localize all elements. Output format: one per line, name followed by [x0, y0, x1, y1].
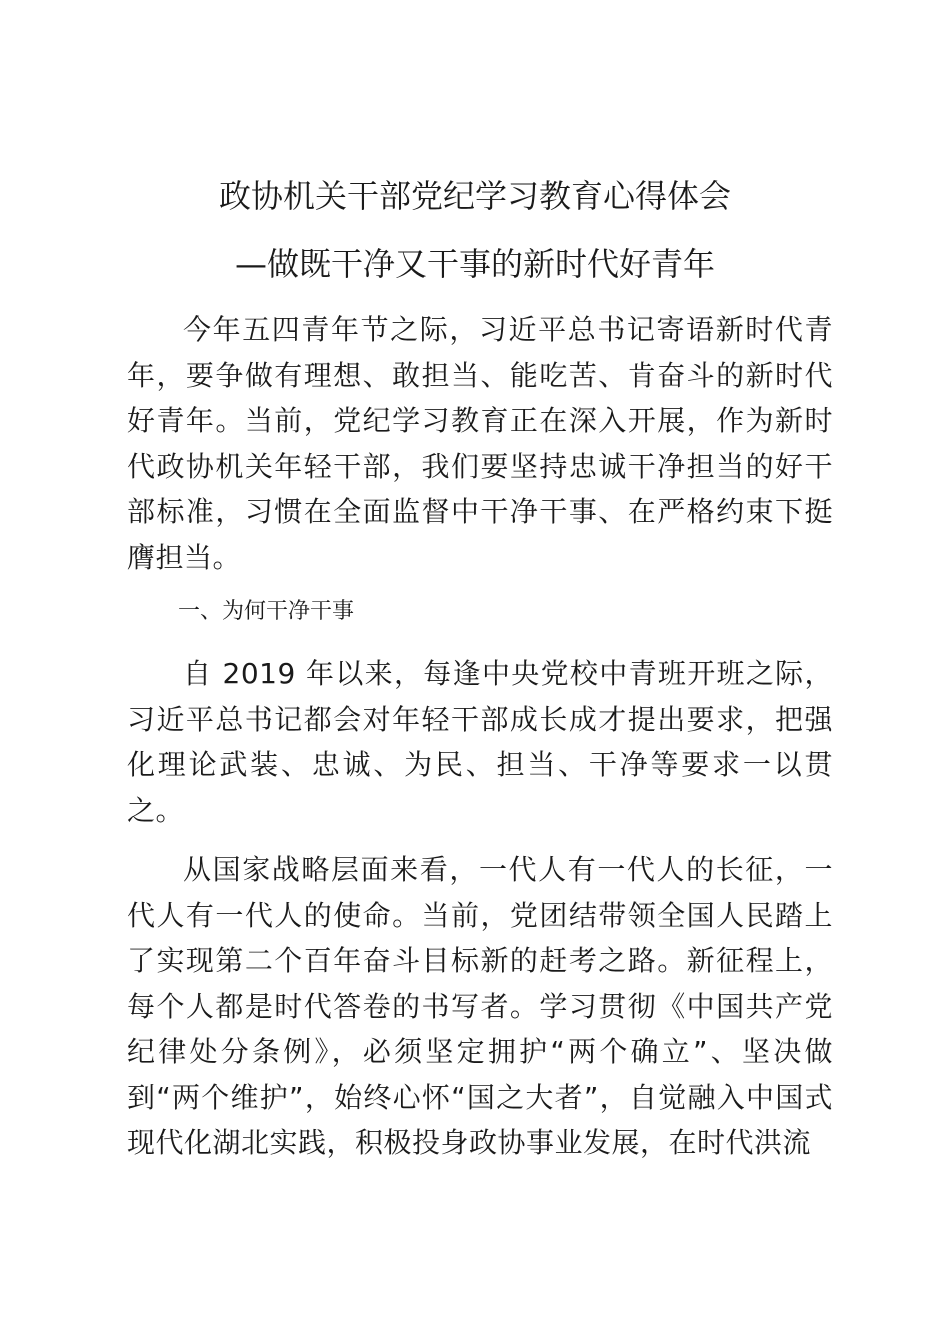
document-subtitle: —做既干净又干事的新时代好青年: [234, 245, 715, 283]
paragraph-intro: 今年五四青年节之际，习近平总书记寄语新时代青年，要争做有理想、敢担当、能吃苦、肯奋斗的新时代好青年。当前，党纪学习教育正在深入开展，作为新时代政协机关年轻干部，我们要坚持忠诚干净担当的好干部标准，习惯在全面监督中干净干事、在严格约束下挺膺担当。: [127, 313, 833, 574]
paragraph-national-strategy: 从国家战略层面来看，一代人有一代人的长征，一代人有一代人的使命。当前，党团结带领全国人民踏上了实现第二个百年奋斗目标新的赶考之路。新征程上，每个人都是时代答卷的书写者。学习贯彻《中国共产党纪律处分条例》，必须坚定拥护“两个确立”、坚决做到“两个维护”，始终心怀“国之大者”，自觉融入中国式现代化湖北实践，积极投身政协事业发展，在时代洪流: [127, 853, 833, 1159]
document-title: 政协机关干部党纪学习教育心得体会: [218, 177, 731, 215]
paragraph-since-2019: 自 2019 年以来，每逢中央党校中青班开班之际，习近平总书记都会对年轻干部成长成才提出要求，把强化理论武装、忠诚、为民、担当、干净等要求一以贯之。: [127, 657, 833, 827]
section-heading: 一、为何干净干事: [178, 599, 355, 624]
